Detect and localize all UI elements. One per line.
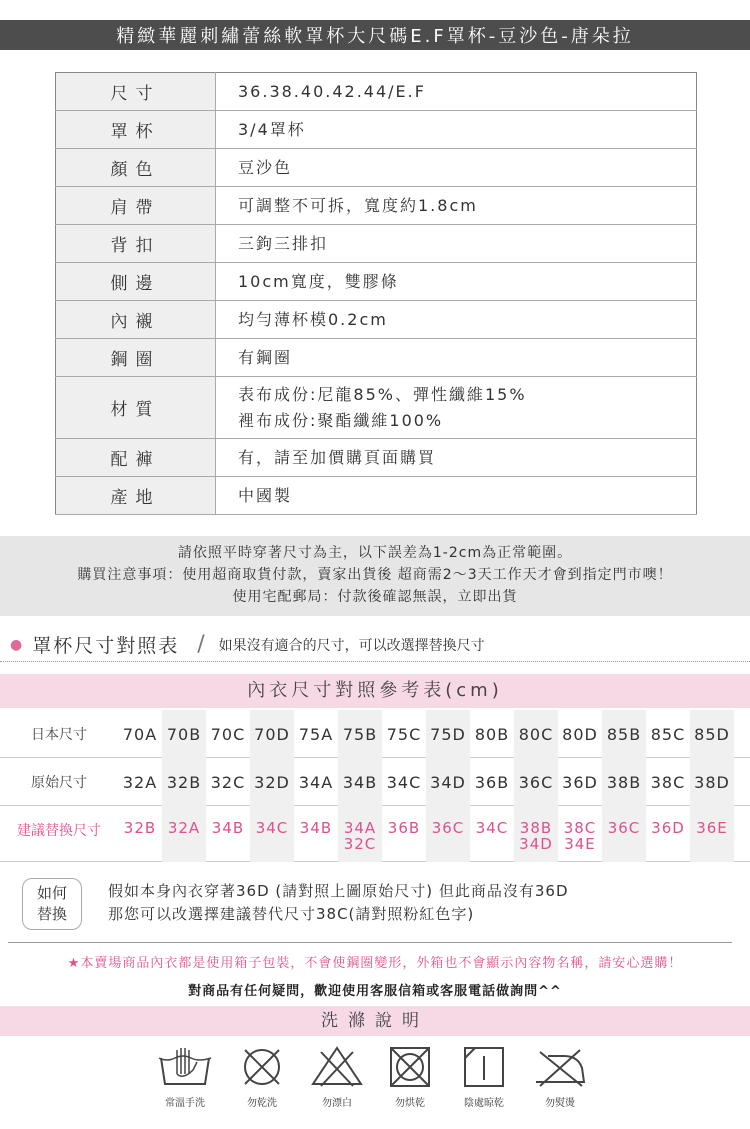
size-cell-value: 34B: [342, 772, 378, 792]
spec-row: [56, 73, 697, 111]
spec-value-line: 有，請至加價購頁面購買: [238, 447, 437, 467]
spec-value: [216, 377, 697, 439]
spec-value: [216, 187, 697, 225]
size-cell-value: 75D: [430, 724, 466, 744]
size-cell: [162, 710, 206, 758]
size-cell: [118, 806, 162, 862]
no-dry-clean-icon: [239, 1044, 285, 1090]
size-cell-value: 75A: [298, 724, 334, 744]
wash-label: 勿乾洗: [247, 1098, 277, 1109]
size-cell: [470, 806, 514, 862]
size-cell: [470, 758, 514, 806]
size-cell-value: 36B: [387, 819, 421, 837]
size-cell: [382, 758, 426, 806]
size-cell: [646, 806, 690, 862]
spec-value-line: 3/4罩杯: [238, 119, 306, 139]
size-cell-value: 34C: [255, 819, 289, 837]
spec-value-line: 中國製: [238, 485, 293, 505]
notice-line-1: 請依照平時穿著尺寸為主，以下誤差為1-2cm為正常範圍。: [177, 545, 573, 561]
size-cell-value: 70B: [166, 724, 202, 744]
size-cell: [338, 806, 382, 862]
size-cell-value: 32A: [167, 819, 201, 837]
size-cell-value: 70C: [210, 724, 246, 744]
size-cell-value: 38B: [519, 819, 553, 837]
no-bleach-icon: [309, 1044, 365, 1090]
size-cell: [118, 758, 162, 806]
size-row-label: 日本尺寸: [31, 727, 87, 743]
size-cell: [690, 710, 734, 758]
size-cell-value: 85C: [650, 724, 686, 744]
size-cell-value: 34A: [298, 772, 334, 792]
size-cell: [250, 710, 294, 758]
size-cell-value: 36D: [651, 819, 685, 837]
spec-value-line: 裡布成份:聚酯纖維100%: [238, 410, 444, 430]
spec-value: [216, 111, 697, 149]
wash-item: [449, 1044, 519, 1109]
wash-label: 勿熨燙: [545, 1098, 575, 1109]
wash-item: [227, 1044, 297, 1109]
size-cell: [690, 806, 734, 862]
how-badge-line-2: 替換: [36, 905, 67, 923]
size-table-title: 內衣尺寸對照參考表(cm): [0, 674, 750, 708]
size-cell: [294, 710, 338, 758]
size-cell-value: 32C: [343, 835, 377, 853]
divider: [8, 942, 732, 943]
spec-value-line: 36.38.40.42.44/E.F: [238, 81, 426, 101]
spec-value: [216, 149, 697, 187]
size-cell: [602, 710, 646, 758]
how-text-line-2: 那您可以改選擇建議替代尺寸38C(請對照粉紅色字): [108, 905, 475, 923]
spec-key: 產地: [56, 477, 216, 515]
cup-size-subtitle: 如果沒有適合的尺寸，可以改選擇替換尺寸: [218, 637, 485, 654]
spec-key: 材質: [56, 377, 216, 439]
size-cell-value: 36C: [431, 819, 465, 837]
spec-key: 罩杯: [56, 111, 216, 149]
size-cell-value: 34D: [519, 835, 553, 853]
size-cell-value: 38D: [694, 772, 730, 792]
spec-row: [56, 111, 697, 149]
spec-row: [56, 225, 697, 263]
size-cell-value: 34A: [343, 819, 377, 837]
size-cell: [206, 806, 250, 862]
spec-key: 側邊: [56, 263, 216, 301]
size-cell-value: 32D: [254, 772, 290, 792]
notice-box: [0, 536, 750, 616]
spec-key: 背扣: [56, 225, 216, 263]
wash-icons: [0, 1044, 750, 1129]
spec-key: 鋼圈: [56, 339, 216, 377]
wash-item: [150, 1044, 220, 1109]
spec-value-line: 可調整不可拆，寬度約1.8cm: [238, 195, 478, 215]
size-cell: [646, 758, 690, 806]
size-cell-value: 34B: [299, 819, 333, 837]
size-cell-value: 32C: [210, 772, 246, 792]
wash-label: 勿漂白: [322, 1098, 352, 1109]
size-cell-value: 70A: [122, 724, 158, 744]
size-cell-value: 80C: [518, 724, 554, 744]
spec-value-line: 均勻薄杯模0.2cm: [238, 309, 388, 329]
spec-value: [216, 477, 697, 515]
spec-row: [56, 187, 697, 225]
spec-row: [56, 377, 697, 439]
hand-wash-icon: [155, 1044, 215, 1090]
size-cell-value: 34E: [564, 835, 596, 853]
spec-value-line: 三鉤三排扣: [238, 233, 329, 253]
size-cell: [602, 806, 646, 862]
size-cell-value: 34D: [430, 772, 466, 792]
spec-key: 配褲: [56, 439, 216, 477]
wash-label: 陰處晾乾: [464, 1098, 504, 1109]
cup-size-title: 罩杯尺寸對照表: [32, 635, 180, 657]
size-cell-value: 36D: [562, 772, 598, 792]
size-cell-value: 32B: [123, 819, 157, 837]
product-title: 精緻華麗刺繡蕾絲軟罩杯大尺碼E.F罩杯-豆沙色-唐朵拉: [116, 26, 634, 47]
spec-key: 顏色: [56, 149, 216, 187]
size-cell: [162, 758, 206, 806]
slash-divider: /: [197, 632, 205, 657]
spec-value-line: 豆沙色: [238, 157, 293, 177]
size-cell-value: 85B: [606, 724, 642, 744]
size-row: [0, 710, 750, 758]
spec-value: [216, 339, 697, 377]
size-cell: [470, 710, 514, 758]
size-cell: [338, 758, 382, 806]
size-cell: [294, 758, 338, 806]
spec-value: [216, 439, 697, 477]
size-row-label: 建議替換尺寸: [17, 823, 101, 839]
size-cell-value: 36C: [607, 819, 641, 837]
size-cell: [558, 710, 602, 758]
size-cell: [690, 758, 734, 806]
size-cell: [382, 806, 426, 862]
spec-value-line: 表布成份:尼龍85%、彈性纖維15%: [238, 384, 527, 404]
size-cell: [426, 758, 470, 806]
size-cell-value: 36B: [474, 772, 510, 792]
size-cell-value: 75B: [342, 724, 378, 744]
size-cell-value: 38C: [563, 819, 597, 837]
size-cell: [250, 758, 294, 806]
size-cell-value: 34B: [211, 819, 245, 837]
size-cell-value: 80D: [562, 724, 598, 744]
spec-table: [55, 72, 697, 515]
size-cell: [646, 710, 690, 758]
size-cell-value: 36E: [696, 819, 728, 837]
size-cell: [514, 806, 558, 862]
size-cell: [382, 710, 426, 758]
size-cell: [118, 710, 162, 758]
spec-value: [216, 301, 697, 339]
size-row-label: 原始尺寸: [31, 775, 87, 791]
cup-size-header: [0, 628, 750, 662]
size-cell-value: 38B: [606, 772, 642, 792]
size-cell-value: 34C: [386, 772, 422, 792]
size-cell: [162, 806, 206, 862]
how-replace-badge: [22, 878, 82, 930]
how-badge-line-1: 如何: [36, 884, 67, 902]
packaging-warning: ★本賣場商品內衣都是使用箱子包裝，不會使鋼圈變形，外箱也不會顯示內容物名稱，請安心選購！: [67, 956, 683, 971]
size-cell: [426, 806, 470, 862]
size-cell-value: 38C: [650, 772, 686, 792]
size-cell: [558, 758, 602, 806]
size-cell: [250, 806, 294, 862]
product-title-bar: [0, 20, 750, 50]
size-cell-value: 36C: [518, 772, 554, 792]
size-cell-value: 34C: [475, 819, 509, 837]
spec-key: 內襯: [56, 301, 216, 339]
spec-row: [56, 439, 697, 477]
size-row: [0, 806, 750, 862]
spec-row: [56, 263, 697, 301]
size-cell-value: 70D: [254, 724, 290, 744]
size-cell: [602, 758, 646, 806]
size-cell-value: 32B: [166, 772, 202, 792]
size-cell: [206, 758, 250, 806]
how-replace-text: [108, 880, 569, 926]
size-row: [0, 758, 750, 806]
shade-dry-icon: [461, 1044, 507, 1090]
spec-row: [56, 339, 697, 377]
wash-item: [302, 1044, 372, 1109]
spec-row: [56, 301, 697, 339]
notice-line-3: 使用宅配郵局：付款後確認無誤，立即出貨: [232, 589, 518, 605]
spec-value-line: 有鋼圈: [238, 347, 293, 367]
spec-row: [56, 477, 697, 515]
size-cell-value: 85D: [694, 724, 730, 744]
size-cell: [514, 758, 558, 806]
spec-value: [216, 73, 697, 111]
bullet-icon: ●: [10, 636, 23, 653]
size-cell-value: 32A: [122, 772, 158, 792]
wash-title: 洗滌說明: [0, 1006, 750, 1036]
spec-key: 肩帶: [56, 187, 216, 225]
no-tumble-dry-icon: [387, 1044, 433, 1090]
size-cell: [206, 710, 250, 758]
how-text-line-1: 假如本身內衣穿著36D (請對照上圖原始尺寸) 但此商品沒有36D: [108, 882, 569, 900]
spec-value-line: 10cm寬度，雙膠條: [238, 271, 399, 291]
spec-key: 尺寸: [56, 73, 216, 111]
wash-item: [375, 1044, 445, 1109]
contact-note: 對商品有任何疑問，歡迎使用客服信箱或客服電話做詢問^^: [188, 984, 562, 999]
notice-line-2: 購買注意事項：使用超商取貨付款，賣家出貨後 超商需2～3天工作天才會到指定門市噢！: [77, 567, 673, 583]
wash-label: 勿烘乾: [395, 1098, 425, 1109]
size-cell: [294, 806, 338, 862]
spec-value: [216, 225, 697, 263]
size-cell: [338, 710, 382, 758]
size-cell-value: 75C: [386, 724, 422, 744]
spec-row: [56, 149, 697, 187]
wash-item: [525, 1044, 595, 1109]
size-cell: [558, 806, 602, 862]
size-cell-value: 80B: [474, 724, 510, 744]
no-iron-icon: [530, 1044, 590, 1090]
wash-label: 常溫手洗: [165, 1098, 205, 1109]
size-cell: [426, 710, 470, 758]
spec-value: [216, 263, 697, 301]
size-cell: [514, 710, 558, 758]
